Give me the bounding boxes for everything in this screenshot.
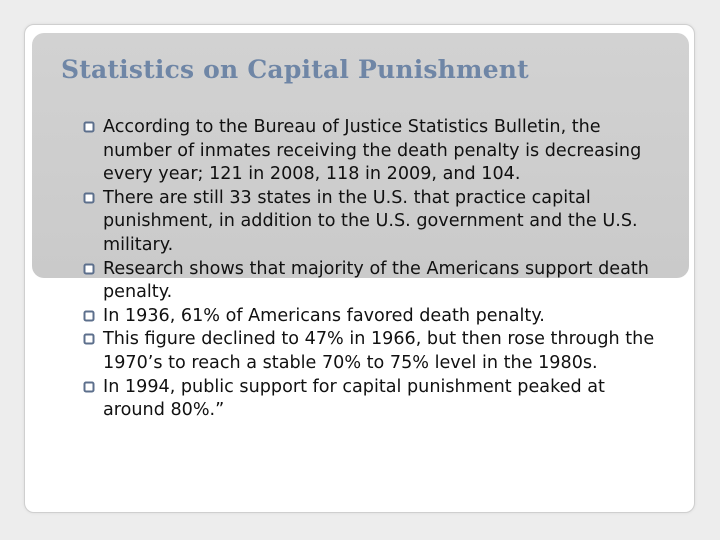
bullet-item — [84, 328, 670, 375]
bullet-item — [84, 116, 670, 187]
bullet-text: There are still 33 states in the U.S. that practice capital punishment, in addition to the U.S. government and the U.S. military. — [103, 187, 638, 255]
hollow-square-bullet-icon — [83, 263, 95, 275]
slide-title: Statistics on Capital Punishment — [61, 55, 529, 84]
bullet-item — [84, 305, 670, 329]
hollow-square-bullet-icon — [83, 310, 95, 322]
bullet-list — [84, 116, 670, 423]
hollow-square-bullet-icon — [83, 121, 95, 133]
hollow-square-bullet-icon — [83, 381, 95, 393]
bullet-text: According to the Bureau of Justice Statistics Bulletin, the number of inmates receiving the death penalty is decreasing every year; 121 in 2008, 118 in 2009, and 104. — [103, 117, 642, 185]
bullet-item — [84, 376, 670, 423]
hollow-square-bullet-icon — [83, 333, 95, 345]
bullet-text: In 1936, 61% of Americans favored death penalty. — [103, 305, 545, 326]
bullet-item — [84, 258, 670, 305]
bullet-text: In 1994, public support for capital punishment peaked at around 80%.” — [103, 376, 605, 421]
hollow-square-bullet-icon — [83, 192, 95, 204]
bullet-item — [84, 187, 670, 258]
bullet-text: Research shows that majority of the Americans support death penalty. — [103, 258, 649, 303]
bullet-text: This figure declined to 47% in 1966, but then rose through the 1970’s to reach a stable 70% to 75% level in the 1980s. — [103, 329, 655, 373]
